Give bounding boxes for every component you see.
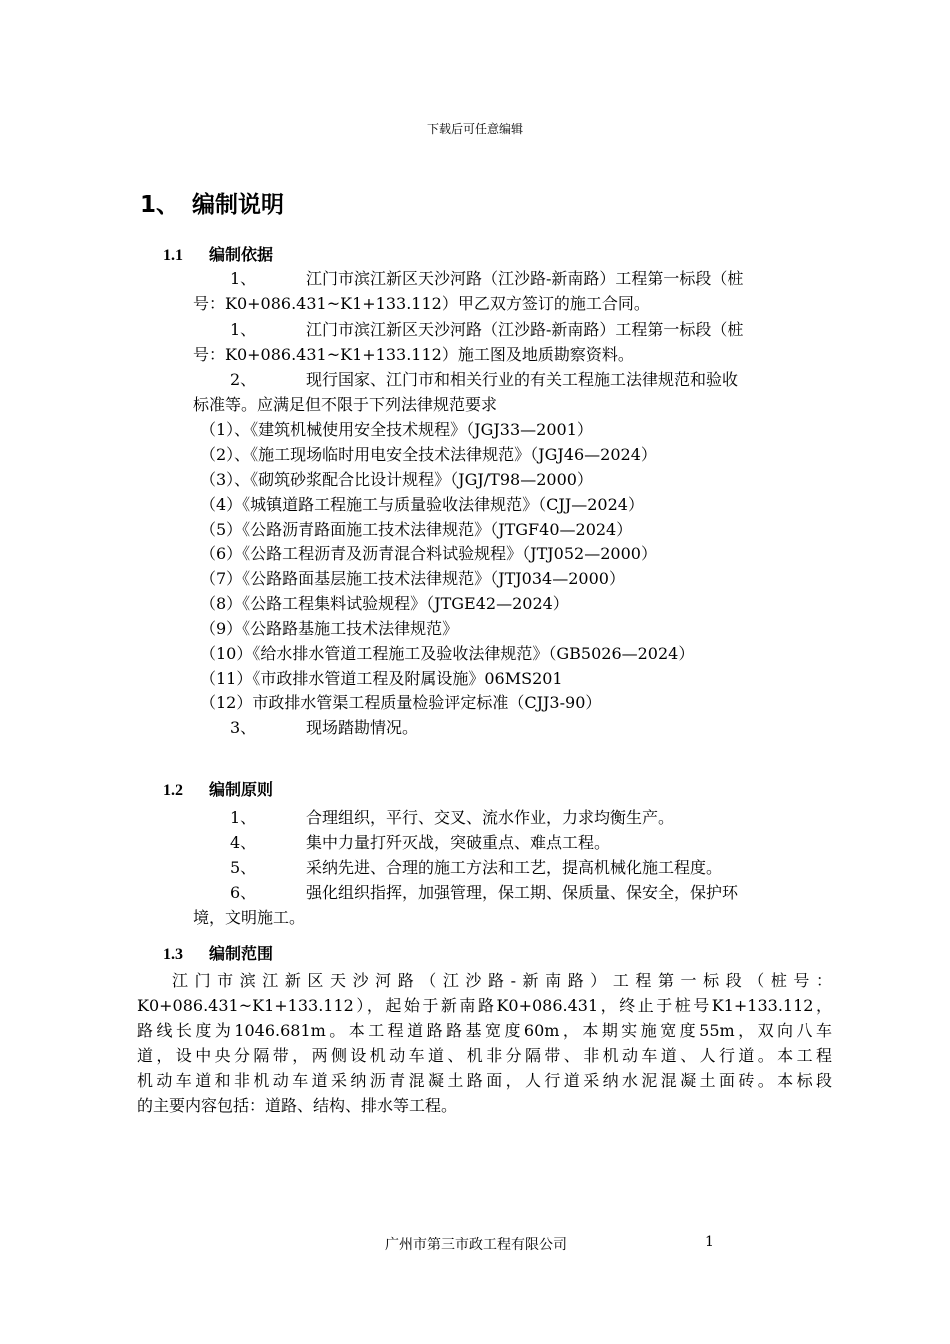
item-number: 3、	[230, 718, 257, 737]
basis-item-3-cont: 标准等。应满足但不限于下列法律规范要求	[193, 395, 498, 414]
spec-item: （2）、《施工现场临时用电安全技术法律规范》（JGJ46—2024）	[200, 445, 657, 464]
scope-paragraph-line: 机动车道和非机动车道采纳沥青混凝土路面，人行道采纳水泥混凝土面砖。本标段	[137, 1071, 832, 1090]
spec-item: （8）《公路工程集料试验规程》（JTGE42—2024）	[200, 594, 569, 613]
spec-item: （12）市政排水管渠工程质量检验评定标准（CJJ3-90）	[200, 693, 602, 712]
spec-item: （1）、《建筑机械使用安全技术规程》（JGJ33—2001）	[200, 420, 593, 439]
item-number: 6、	[230, 883, 257, 902]
principle-item	[230, 855, 722, 880]
footer-company: 广州市第三市政工程有限公司	[385, 1237, 567, 1253]
principle-item	[230, 830, 610, 855]
item-text: 现行国家、江门市和相关行业的有关工程施工法律规范和验收	[306, 370, 739, 389]
subsection-title: 编制依据	[209, 245, 274, 264]
item-text: 江门市滨江新区天沙河路（江沙路-新南路）工程第一标段（桩	[306, 320, 744, 339]
spec-item: （11）《市政排水管道工程及附属设施》06MS201	[200, 669, 563, 688]
section-title: 编制说明	[192, 192, 284, 218]
principle-item	[230, 805, 674, 830]
item-number: 2、	[230, 370, 257, 389]
header-note: 下载后可任意编辑	[426, 122, 523, 136]
spec-item: （10）《给水排水管道工程施工及验收法律规范》（GB5026—2024）	[200, 644, 695, 663]
spec-item: （4）《城镇道路工程施工与质量验收法律规范》（CJJ—2024）	[200, 495, 644, 514]
scope-paragraph-line: 的主要内容包括：道路、结构、排水等工程。	[137, 1096, 458, 1115]
section-1-heading	[140, 186, 284, 219]
item-text: 合理组织，平行、交叉、流水作业，力求均衡生产。	[306, 808, 675, 827]
page-number: 1	[705, 1234, 714, 1250]
spec-item: （3）、《砌筑砂浆配合比设计规程》（JGJ/T98—2000）	[200, 470, 593, 489]
subsection-1-3-heading	[163, 941, 273, 964]
section-number: 1、	[140, 192, 180, 218]
item-text: 采纳先进、合理的施工方法和工艺，提高机械化施工程度。	[306, 858, 723, 877]
scope-paragraph-line: K0+086.431~K1+133.112），起始于新南路K0+086.431，终止于桩号K1+133.112，	[137, 996, 832, 1015]
basis-item-1	[230, 266, 743, 291]
principle-item	[230, 880, 738, 905]
subsection-number: 1.2	[163, 782, 183, 799]
spec-item: （7）《公路路面基层施工技术法律规范》（JTJ034—2000）	[200, 569, 625, 588]
scope-paragraph-line: 江门市滨江新区天沙河路（江沙路-新南路）工程第一标段（桩号：	[172, 971, 832, 990]
spec-item: （5）《公路沥青路面施工技术法律规范》（JTGF40—2024）	[200, 520, 633, 539]
subsection-1-2-heading	[163, 777, 273, 800]
item-number: 4、	[230, 833, 257, 852]
item-text: 现场踏勘情况。	[306, 718, 419, 737]
subsection-title: 编制范围	[209, 944, 274, 963]
subsection-title: 编制原则	[209, 780, 274, 799]
item-number: 1、	[230, 320, 257, 339]
item-text: 江门市滨江新区天沙河路（江沙路-新南路）工程第一标段（桩	[306, 269, 744, 288]
subsection-1-1-heading	[163, 242, 273, 265]
basis-item-1-cont: 号：K0+086.431~K1+133.112）甲乙双方签订的施工合同。	[193, 294, 650, 313]
principle-item-cont: 境，文明施工。	[193, 908, 306, 927]
basis-item-4	[230, 715, 418, 740]
scope-paragraph-line: 道，设中央分隔带，两侧设机动车道、机非分隔带、非机动车道、人行道。本工程	[137, 1046, 832, 1065]
item-number: 1、	[230, 269, 257, 288]
basis-item-3	[230, 367, 738, 392]
item-number: 1、	[230, 808, 257, 827]
basis-item-2-cont: 号：K0+086.431~K1+133.112）施工图及地质勘察资料。	[193, 345, 634, 364]
basis-item-2	[230, 317, 743, 342]
item-text: 强化组织指挥，加强管理，保工期、保质量、保安全，保护环	[306, 883, 739, 902]
item-number: 5、	[230, 858, 257, 877]
scope-paragraph-line: 路线长度为1046.681m。本工程道路路基宽度60m，本期实施宽度55m，双向八车	[137, 1021, 832, 1040]
subsection-number: 1.1	[163, 247, 183, 264]
item-text: 集中力量打歼灭战，突破重点、难点工程。	[306, 833, 611, 852]
spec-item: （6）《公路工程沥青及沥青混合料试验规程》（JTJ052—2000）	[200, 544, 657, 563]
spec-item: （9）《公路路基施工技术法律规范》	[200, 619, 459, 638]
subsection-number: 1.3	[163, 946, 183, 963]
